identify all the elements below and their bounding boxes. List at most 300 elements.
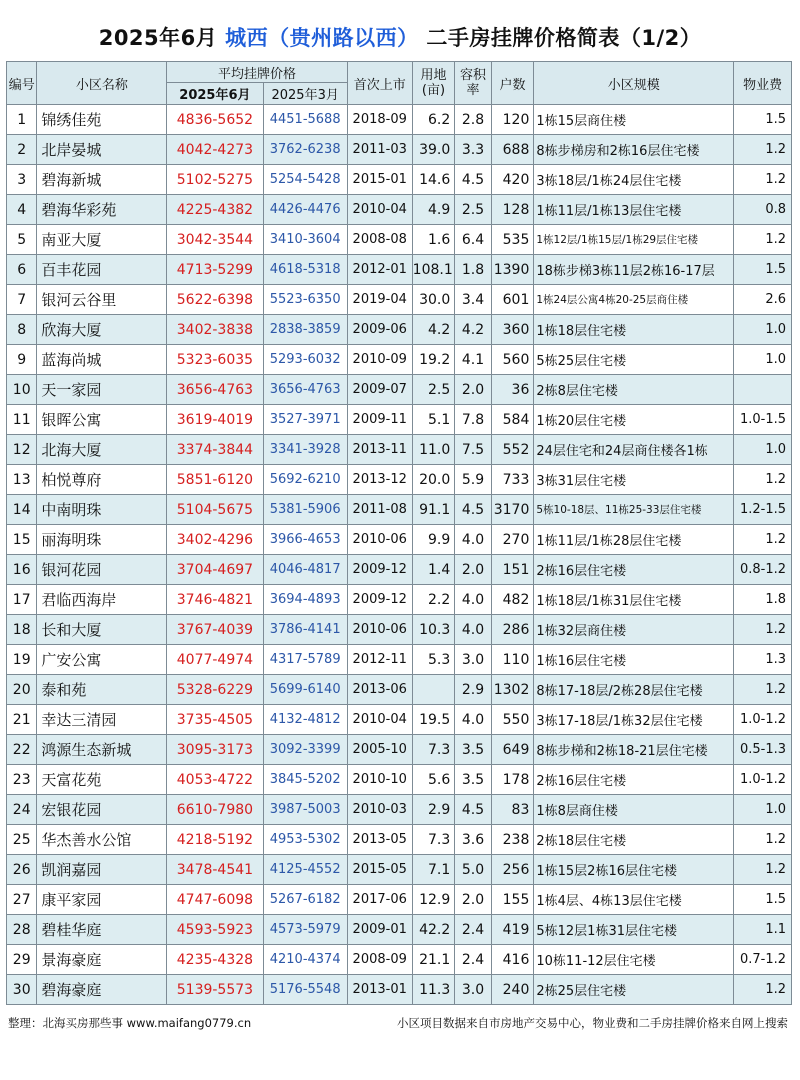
community-name-cell: 凯润嘉园 [37,855,167,885]
community-scale-cell: 1栋24层公寓4栋20-25层商住楼 [534,285,734,315]
property-fee-cell: 1.8 [734,585,792,615]
page-title [0,22,800,52]
first-listed-cell: 2009-11 [347,405,412,435]
row-number-cell: 10 [7,375,37,405]
price-mar-cell: 5699-6140 [263,675,347,705]
property-fee-cell: 1.0-1.2 [734,765,792,795]
floor-area-ratio-cell: 4.0 [455,585,492,615]
price-mar-cell: 5523-6350 [263,285,347,315]
community-name-cell: 景海豪庭 [37,945,167,975]
household-count-cell: 416 [491,945,534,975]
land-area-cell: 5.3 [412,645,455,675]
table-row [7,405,792,435]
first-listed-cell: 2013-05 [347,825,412,855]
property-fee-cell: 2.6 [734,285,792,315]
household-count-cell: 733 [491,465,534,495]
table-row [7,825,792,855]
table-row [7,885,792,915]
price-jun-cell: 3042-3544 [167,225,263,255]
community-name-cell: 中南明珠 [37,495,167,525]
table-row [7,735,792,765]
property-fee-cell: 1.0-1.5 [734,405,792,435]
community-name-cell: 锦绣佳苑 [37,105,167,135]
land-area-cell: 5.1 [412,405,455,435]
table-row [7,315,792,345]
header-land: 用地(亩) [412,62,455,105]
first-listed-cell: 2005-10 [347,735,412,765]
community-scale-cell: 10栋11-12层住宅楼 [534,945,734,975]
land-area-cell: 4.2 [412,315,455,345]
price-mar-cell: 4210-4374 [263,945,347,975]
property-fee-cell: 1.2 [734,975,792,1005]
floor-area-ratio-cell: 3.4 [455,285,492,315]
table-row [7,135,792,165]
header-scale: 小区规模 [534,62,734,105]
row-number-cell: 25 [7,825,37,855]
price-jun-cell: 4225-4382 [167,195,263,225]
property-fee-cell: 1.2 [734,525,792,555]
household-count-cell: 270 [491,525,534,555]
price-mar-cell: 4426-4476 [263,195,347,225]
floor-area-ratio-cell: 2.0 [455,885,492,915]
community-name-cell: 幸达三清园 [37,705,167,735]
footer-credit: 整理：北海买房那些事 www.maifang0779.cn [8,1016,252,1030]
table-row [7,435,792,465]
table-body [7,105,792,1005]
row-number-cell: 2 [7,135,37,165]
price-mar-cell: 3786-4141 [263,615,347,645]
property-fee-cell: 1.2-1.5 [734,495,792,525]
price-mar-cell: 3092-3399 [263,735,347,765]
floor-area-ratio-cell: 2.0 [455,375,492,405]
floor-area-ratio-cell: 4.5 [455,495,492,525]
row-number-cell: 21 [7,705,37,735]
price-mar-cell: 4573-5979 [263,915,347,945]
price-jun-cell: 5139-5573 [167,975,263,1005]
header-jun: 2025年6月 [167,83,263,105]
floor-area-ratio-cell: 3.3 [455,135,492,165]
floor-area-ratio-cell: 2.0 [455,555,492,585]
price-jun-cell: 4836-5652 [167,105,263,135]
price-mar-cell: 3410-3604 [263,225,347,255]
property-fee-cell: 0.8-1.2 [734,555,792,585]
property-fee-cell: 1.0 [734,435,792,465]
price-jun-cell: 3478-4541 [167,855,263,885]
land-area-cell: 19.2 [412,345,455,375]
first-listed-cell: 2009-01 [347,915,412,945]
floor-area-ratio-cell: 5.0 [455,855,492,885]
price-jun-cell: 4235-4328 [167,945,263,975]
floor-area-ratio-cell: 2.8 [455,105,492,135]
header-units: 户数 [491,62,534,105]
first-listed-cell: 2013-11 [347,435,412,465]
table-row [7,165,792,195]
price-mar-cell: 3694-4893 [263,585,347,615]
price-mar-cell: 4451-5688 [263,105,347,135]
price-mar-cell: 3762-6238 [263,135,347,165]
community-scale-cell: 1栋20层住宅楼 [534,405,734,435]
first-listed-cell: 2009-07 [347,375,412,405]
first-listed-cell: 2017-06 [347,885,412,915]
community-scale-cell: 3栋31层住宅楼 [534,465,734,495]
price-jun-cell: 4713-5299 [167,255,263,285]
first-listed-cell: 2013-06 [347,675,412,705]
floor-area-ratio-cell: 1.8 [455,255,492,285]
row-number-cell: 29 [7,945,37,975]
floor-area-ratio-cell: 4.0 [455,525,492,555]
price-mar-cell: 4046-4817 [263,555,347,585]
price-mar-cell: 3656-4763 [263,375,347,405]
table-row [7,255,792,285]
price-mar-cell: 4125-4552 [263,855,347,885]
household-count-cell: 584 [491,405,534,435]
price-jun-cell: 5328-6229 [167,675,263,705]
first-listed-cell: 2010-10 [347,765,412,795]
property-fee-cell: 1.0 [734,345,792,375]
row-number-cell: 1 [7,105,37,135]
community-scale-cell: 1栋15层商住楼 [534,105,734,135]
price-mar-cell: 3845-5202 [263,765,347,795]
price-jun-cell: 3619-4019 [167,405,263,435]
community-scale-cell: 1栋16层住宅楼 [534,645,734,675]
floor-area-ratio-cell: 3.0 [455,975,492,1005]
table-row [7,585,792,615]
row-number-cell: 23 [7,765,37,795]
title-prefix: 2025年6月 [98,26,218,50]
table-row [7,675,792,705]
first-listed-cell: 2018-09 [347,105,412,135]
property-fee-cell: 0.5-1.3 [734,735,792,765]
price-mar-cell: 2838-3859 [263,315,347,345]
household-count-cell: 286 [491,615,534,645]
community-name-cell: 长和大厦 [37,615,167,645]
household-count-cell: 83 [491,795,534,825]
household-count-cell: 256 [491,855,534,885]
household-count-cell: 110 [491,645,534,675]
price-jun-cell: 5622-6398 [167,285,263,315]
community-scale-cell: 3栋18层/1栋24层住宅楼 [534,165,734,195]
land-area-cell: 7.3 [412,735,455,765]
property-fee-cell: 1.0 [734,315,792,345]
property-fee-cell: 1.2 [734,165,792,195]
household-count-cell: 649 [491,735,534,765]
row-number-cell: 8 [7,315,37,345]
first-listed-cell: 2010-09 [347,345,412,375]
footer-source: 小区项目数据来自市房地产交易中心，物业费和二手房挂牌价格来自网上搜索 [397,1016,788,1030]
first-listed-cell: 2013-12 [347,465,412,495]
community-name-cell: 华杰善水公馆 [37,825,167,855]
price-mar-cell: 4132-4812 [263,705,347,735]
community-name-cell: 碧桂华庭 [37,915,167,945]
row-number-cell: 16 [7,555,37,585]
first-listed-cell: 2012-11 [347,645,412,675]
property-fee-cell: 1.2 [734,675,792,705]
table-row [7,105,792,135]
land-area-cell: 39.0 [412,135,455,165]
land-area-cell: 9.9 [412,525,455,555]
community-name-cell: 鸿源生态新城 [37,735,167,765]
community-scale-cell: 1栋18层/1栋31层住宅楼 [534,585,734,615]
first-listed-cell: 2010-04 [347,705,412,735]
first-listed-cell: 2013-01 [347,975,412,1005]
price-mar-cell: 5381-5906 [263,495,347,525]
property-fee-cell: 1.3 [734,645,792,675]
community-name-cell: 碧海华彩苑 [37,195,167,225]
price-mar-cell: 5176-5548 [263,975,347,1005]
row-number-cell: 26 [7,855,37,885]
floor-area-ratio-cell: 4.5 [455,165,492,195]
community-scale-cell: 2栋8层住宅楼 [534,375,734,405]
community-name-cell: 百丰花园 [37,255,167,285]
price-mar-cell: 5293-6032 [263,345,347,375]
price-jun-cell: 5104-5675 [167,495,263,525]
land-area-cell: 7.1 [412,855,455,885]
community-scale-cell: 5栋12层1栋31层住宅楼 [534,915,734,945]
price-jun-cell: 5851-6120 [167,465,263,495]
table-row [7,285,792,315]
property-fee-cell: 1.2 [734,135,792,165]
land-area-cell: 5.6 [412,765,455,795]
property-fee-cell: 1.5 [734,105,792,135]
header-name: 小区名称 [37,62,167,105]
price-jun-cell: 4077-4974 [167,645,263,675]
header-mar: 2025年3月 [263,83,347,105]
price-jun-cell: 4042-4273 [167,135,263,165]
community-scale-cell: 1栋4层、4栋13层住宅楼 [534,885,734,915]
community-scale-cell: 2栋25层住宅楼 [534,975,734,1005]
community-name-cell: 丽海明珠 [37,525,167,555]
household-count-cell: 420 [491,165,534,195]
row-number-cell: 13 [7,465,37,495]
price-jun-cell: 4053-4722 [167,765,263,795]
property-fee-cell: 0.7-1.2 [734,945,792,975]
row-number-cell: 20 [7,675,37,705]
table-row [7,465,792,495]
row-number-cell: 30 [7,975,37,1005]
first-listed-cell: 2010-06 [347,525,412,555]
price-mar-cell: 5254-5428 [263,165,347,195]
price-jun-cell: 3767-4039 [167,615,263,645]
row-number-cell: 18 [7,615,37,645]
table-row [7,225,792,255]
floor-area-ratio-cell: 3.6 [455,825,492,855]
community-scale-cell: 2栋18层住宅楼 [534,825,734,855]
community-name-cell: 北海大厦 [37,435,167,465]
price-mar-cell: 3527-3971 [263,405,347,435]
header-first-listed: 首次上市 [347,62,412,105]
first-listed-cell: 2012-01 [347,255,412,285]
household-count-cell: 3170 [491,495,534,525]
price-jun-cell: 3402-3838 [167,315,263,345]
household-count-cell: 482 [491,585,534,615]
table-row [7,345,792,375]
property-fee-cell: 1.5 [734,255,792,285]
table-row [7,495,792,525]
land-area-cell: 19.5 [412,705,455,735]
price-jun-cell: 4218-5192 [167,825,263,855]
header-far: 容积率 [455,62,492,105]
first-listed-cell: 2015-05 [347,855,412,885]
land-area-cell: 2.5 [412,375,455,405]
floor-area-ratio-cell: 3.5 [455,765,492,795]
community-name-cell: 柏悦尊府 [37,465,167,495]
row-number-cell: 14 [7,495,37,525]
price-jun-cell: 5323-6035 [167,345,263,375]
household-count-cell: 128 [491,195,534,225]
property-fee-cell: 1.2 [734,615,792,645]
table-row [7,855,792,885]
floor-area-ratio-cell: 4.2 [455,315,492,345]
community-name-cell: 泰和苑 [37,675,167,705]
first-listed-cell: 2015-01 [347,165,412,195]
title-suffix: 二手房挂牌价格简表（1/2） [426,26,702,50]
community-name-cell: 天富花苑 [37,765,167,795]
row-number-cell: 22 [7,735,37,765]
floor-area-ratio-cell: 7.5 [455,435,492,465]
property-fee-cell: 1.0 [734,795,792,825]
floor-area-ratio-cell: 4.0 [455,705,492,735]
price-table [6,61,792,1005]
community-name-cell: 碧海豪庭 [37,975,167,1005]
first-listed-cell: 2008-08 [347,225,412,255]
first-listed-cell: 2009-12 [347,585,412,615]
table-row [7,375,792,405]
price-jun-cell: 3704-4697 [167,555,263,585]
land-area-cell: 4.9 [412,195,455,225]
community-name-cell: 北岸晏城 [37,135,167,165]
community-scale-cell: 1栋11层/1栋28层住宅楼 [534,525,734,555]
price-jun-cell: 4747-6098 [167,885,263,915]
first-listed-cell: 2011-08 [347,495,412,525]
community-name-cell: 欣海大厦 [37,315,167,345]
table-row [7,195,792,225]
property-fee-cell: 1.2 [734,225,792,255]
row-number-cell: 6 [7,255,37,285]
household-count-cell: 1390 [491,255,534,285]
household-count-cell: 552 [491,435,534,465]
floor-area-ratio-cell: 4.5 [455,795,492,825]
header-no: 编号 [7,62,37,105]
row-number-cell: 15 [7,525,37,555]
household-count-cell: 419 [491,915,534,945]
community-name-cell: 广安公寓 [37,645,167,675]
community-scale-cell: 2栋16层住宅楼 [534,555,734,585]
price-jun-cell: 3746-4821 [167,585,263,615]
community-scale-cell: 1栋15层2栋16层住宅楼 [534,855,734,885]
row-number-cell: 28 [7,915,37,945]
table-row [7,765,792,795]
floor-area-ratio-cell: 2.4 [455,915,492,945]
household-count-cell: 601 [491,285,534,315]
table-row [7,525,792,555]
household-count-cell: 238 [491,825,534,855]
community-scale-cell: 1栋11层/1栋13层住宅楼 [534,195,734,225]
community-scale-cell: 8栋17-18层/2栋28层住宅楼 [534,675,734,705]
household-count-cell: 535 [491,225,534,255]
first-listed-cell: 2010-06 [347,615,412,645]
table-row [7,975,792,1005]
table-row [7,645,792,675]
land-area-cell: 11.0 [412,435,455,465]
land-area-cell [412,675,455,705]
first-listed-cell: 2009-12 [347,555,412,585]
community-name-cell: 宏银花园 [37,795,167,825]
price-jun-cell: 5102-5275 [167,165,263,195]
header-avg-price: 平均挂牌价格 [167,62,348,83]
price-mar-cell: 4953-5302 [263,825,347,855]
row-number-cell: 24 [7,795,37,825]
floor-area-ratio-cell: 2.5 [455,195,492,225]
household-count-cell: 155 [491,885,534,915]
floor-area-ratio-cell: 6.4 [455,225,492,255]
floor-area-ratio-cell: 5.9 [455,465,492,495]
table-row [7,555,792,585]
community-scale-cell: 2栋16层住宅楼 [534,765,734,795]
household-count-cell: 550 [491,705,534,735]
price-mar-cell: 3987-5003 [263,795,347,825]
community-scale-cell: 5栋25层住宅楼 [534,345,734,375]
row-number-cell: 11 [7,405,37,435]
floor-area-ratio-cell: 2.4 [455,945,492,975]
land-area-cell: 91.1 [412,495,455,525]
property-fee-cell: 0.8 [734,195,792,225]
land-area-cell: 2.2 [412,585,455,615]
land-area-cell: 10.3 [412,615,455,645]
title-area: 城西（贵州路以西） [225,26,419,50]
table-header [7,62,792,105]
price-jun-cell: 3374-3844 [167,435,263,465]
land-area-cell: 21.1 [412,945,455,975]
row-number-cell: 3 [7,165,37,195]
price-jun-cell: 4593-5923 [167,915,263,945]
land-area-cell: 6.2 [412,105,455,135]
table-row [7,615,792,645]
land-area-cell: 42.2 [412,915,455,945]
table-row [7,945,792,975]
first-listed-cell: 2019-04 [347,285,412,315]
community-name-cell: 蓝海尚城 [37,345,167,375]
land-area-cell: 12.9 [412,885,455,915]
community-name-cell: 君临西海岸 [37,585,167,615]
price-mar-cell: 5267-6182 [263,885,347,915]
household-count-cell: 36 [491,375,534,405]
floor-area-ratio-cell: 2.9 [455,675,492,705]
land-area-cell: 108.1 [412,255,455,285]
community-name-cell: 银晖公寓 [37,405,167,435]
first-listed-cell: 2011-03 [347,135,412,165]
land-area-cell: 14.6 [412,165,455,195]
land-area-cell: 30.0 [412,285,455,315]
price-jun-cell: 3656-4763 [167,375,263,405]
household-count-cell: 688 [491,135,534,165]
household-count-cell: 560 [491,345,534,375]
property-fee-cell: 1.5 [734,885,792,915]
row-number-cell: 4 [7,195,37,225]
community-scale-cell: 18栋步梯3栋11层2栋16-17层 [534,255,734,285]
community-name-cell: 南亚大厦 [37,225,167,255]
row-number-cell: 27 [7,885,37,915]
header-fee: 物业费 [734,62,792,105]
row-number-cell: 12 [7,435,37,465]
community-name-cell: 康平家园 [37,885,167,915]
floor-area-ratio-cell: 7.8 [455,405,492,435]
household-count-cell: 240 [491,975,534,1005]
community-name-cell: 碧海新城 [37,165,167,195]
community-scale-cell: 1栋32层商住楼 [534,615,734,645]
community-scale-cell: 3栋17-18层/1栋32层住宅楼 [534,705,734,735]
price-mar-cell: 3966-4653 [263,525,347,555]
first-listed-cell: 2009-06 [347,315,412,345]
